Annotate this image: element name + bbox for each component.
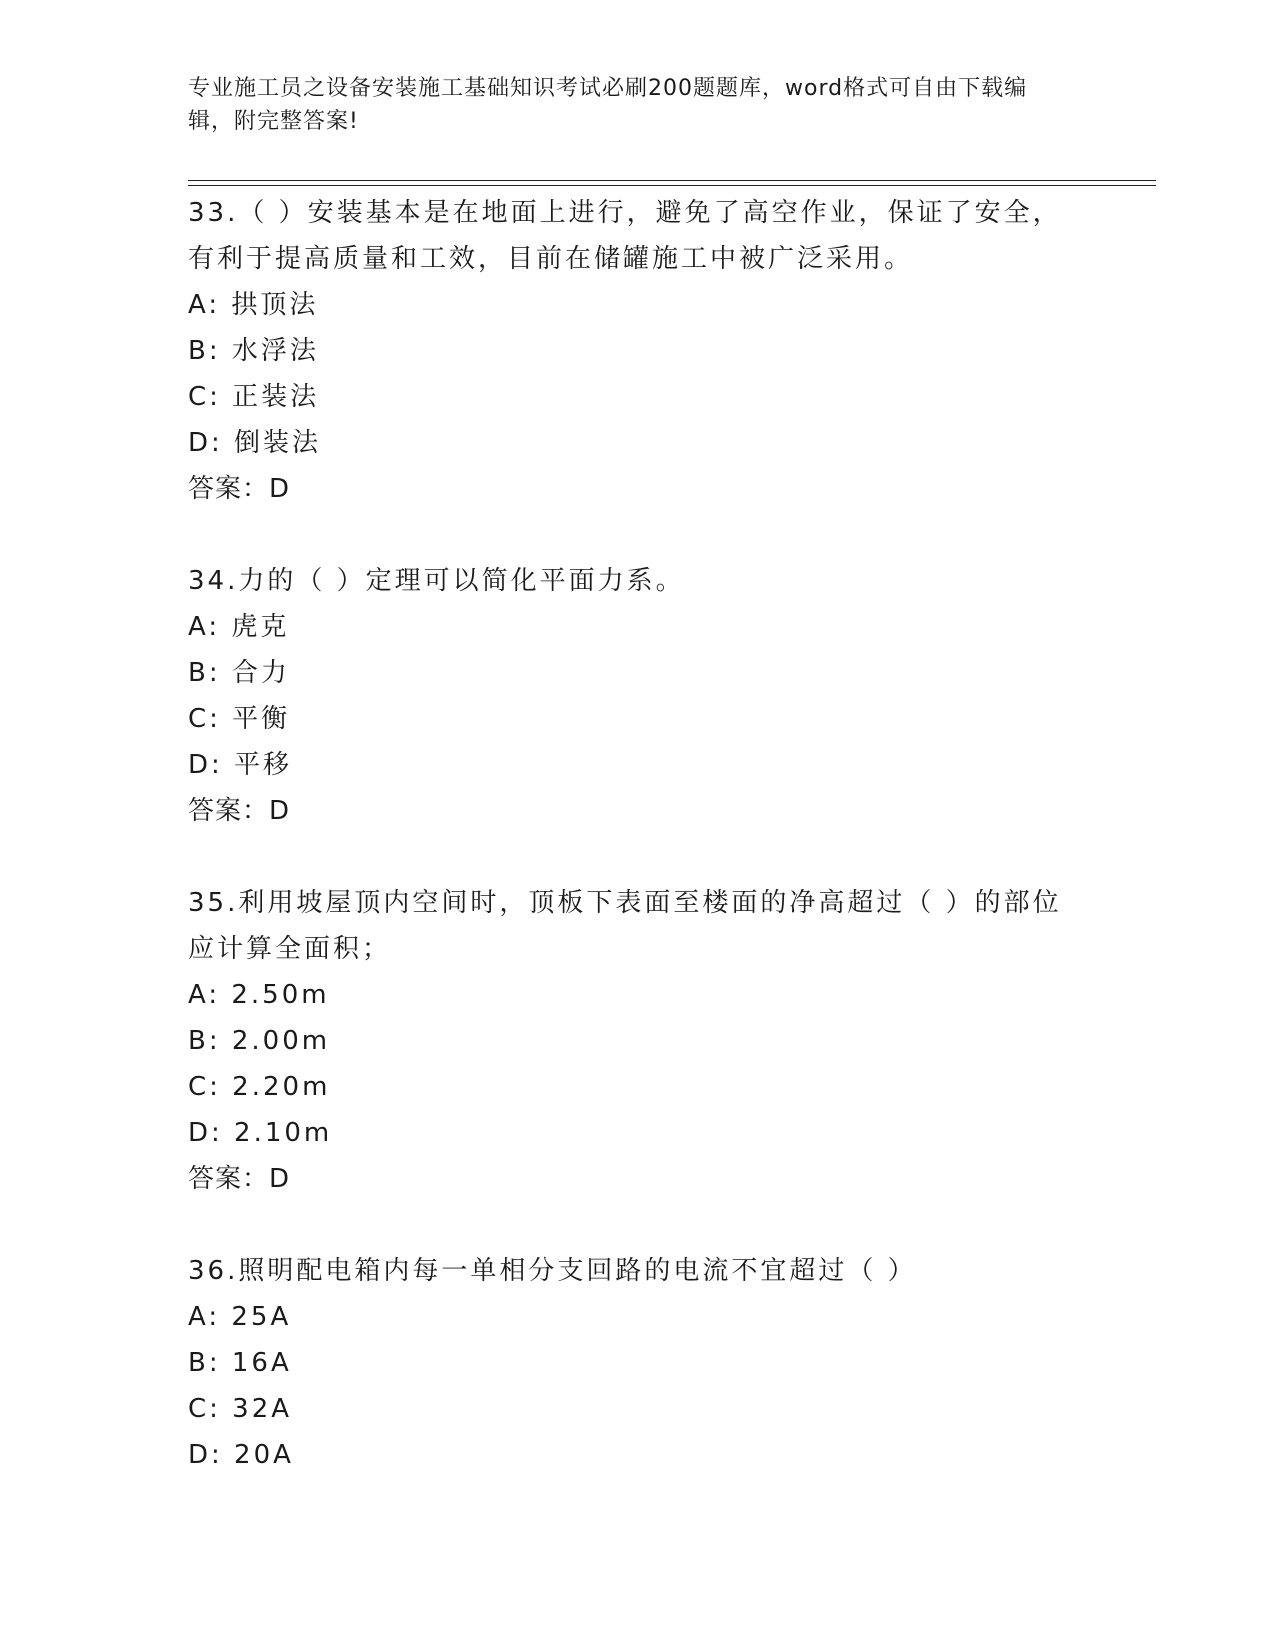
question-stem: 34.力的（ ）定理可以简化平面力系。 (188, 566, 685, 596)
option-c: C: 正装法 (188, 382, 320, 412)
option-c: C: 32A (188, 1394, 293, 1424)
question-35 (188, 880, 1088, 1202)
option-b: B: 2.00m (188, 1026, 331, 1056)
option-b: B: 水浮法 (188, 336, 319, 366)
option-c: C: 2.20m (188, 1072, 331, 1102)
question-list (188, 190, 1088, 1524)
option-a: A: 2.50m (188, 980, 330, 1010)
option-d: D: 2.10m (188, 1118, 333, 1148)
answer-line: 答案：D (188, 796, 291, 826)
question-stem: 33.（ ）安装基本是在地面上进行，避免了高空作业，保证了安全，有利于提高质量和工效，目前在储罐施工中被广泛采用。 (188, 198, 1062, 274)
option-d: D: 平移 (188, 750, 293, 780)
header-divider (188, 180, 1156, 186)
option-d: D: 倒装法 (188, 428, 322, 458)
option-a: A: 拱顶法 (188, 290, 319, 320)
answer-line: 答案：D (188, 474, 291, 504)
option-a: A: 虎克 (188, 612, 290, 642)
question-stem: 35.利用坡屋顶内空间时，顶板下表面至楼面的净高超过（ ）的部位应计算全面积； (188, 888, 1062, 964)
question-stem: 36.照明配电箱内每一单相分支回路的电流不宜超过（ ） (188, 1256, 917, 1286)
answer-line: 答案：D (188, 1164, 291, 1194)
option-b: B: 合力 (188, 658, 290, 688)
question-33 (188, 190, 1088, 512)
document-title: 专业施工员之设备安装施工基础知识考试必刷200题题库，word格式可自由下载编辑，附完整答案! (188, 76, 1028, 134)
question-34 (188, 558, 1088, 834)
option-c: C: 平衡 (188, 704, 291, 734)
option-a: A: 25A (188, 1302, 292, 1332)
option-b: B: 16A (188, 1348, 292, 1378)
option-d: D: 20A (188, 1440, 294, 1470)
question-36 (188, 1248, 1088, 1478)
